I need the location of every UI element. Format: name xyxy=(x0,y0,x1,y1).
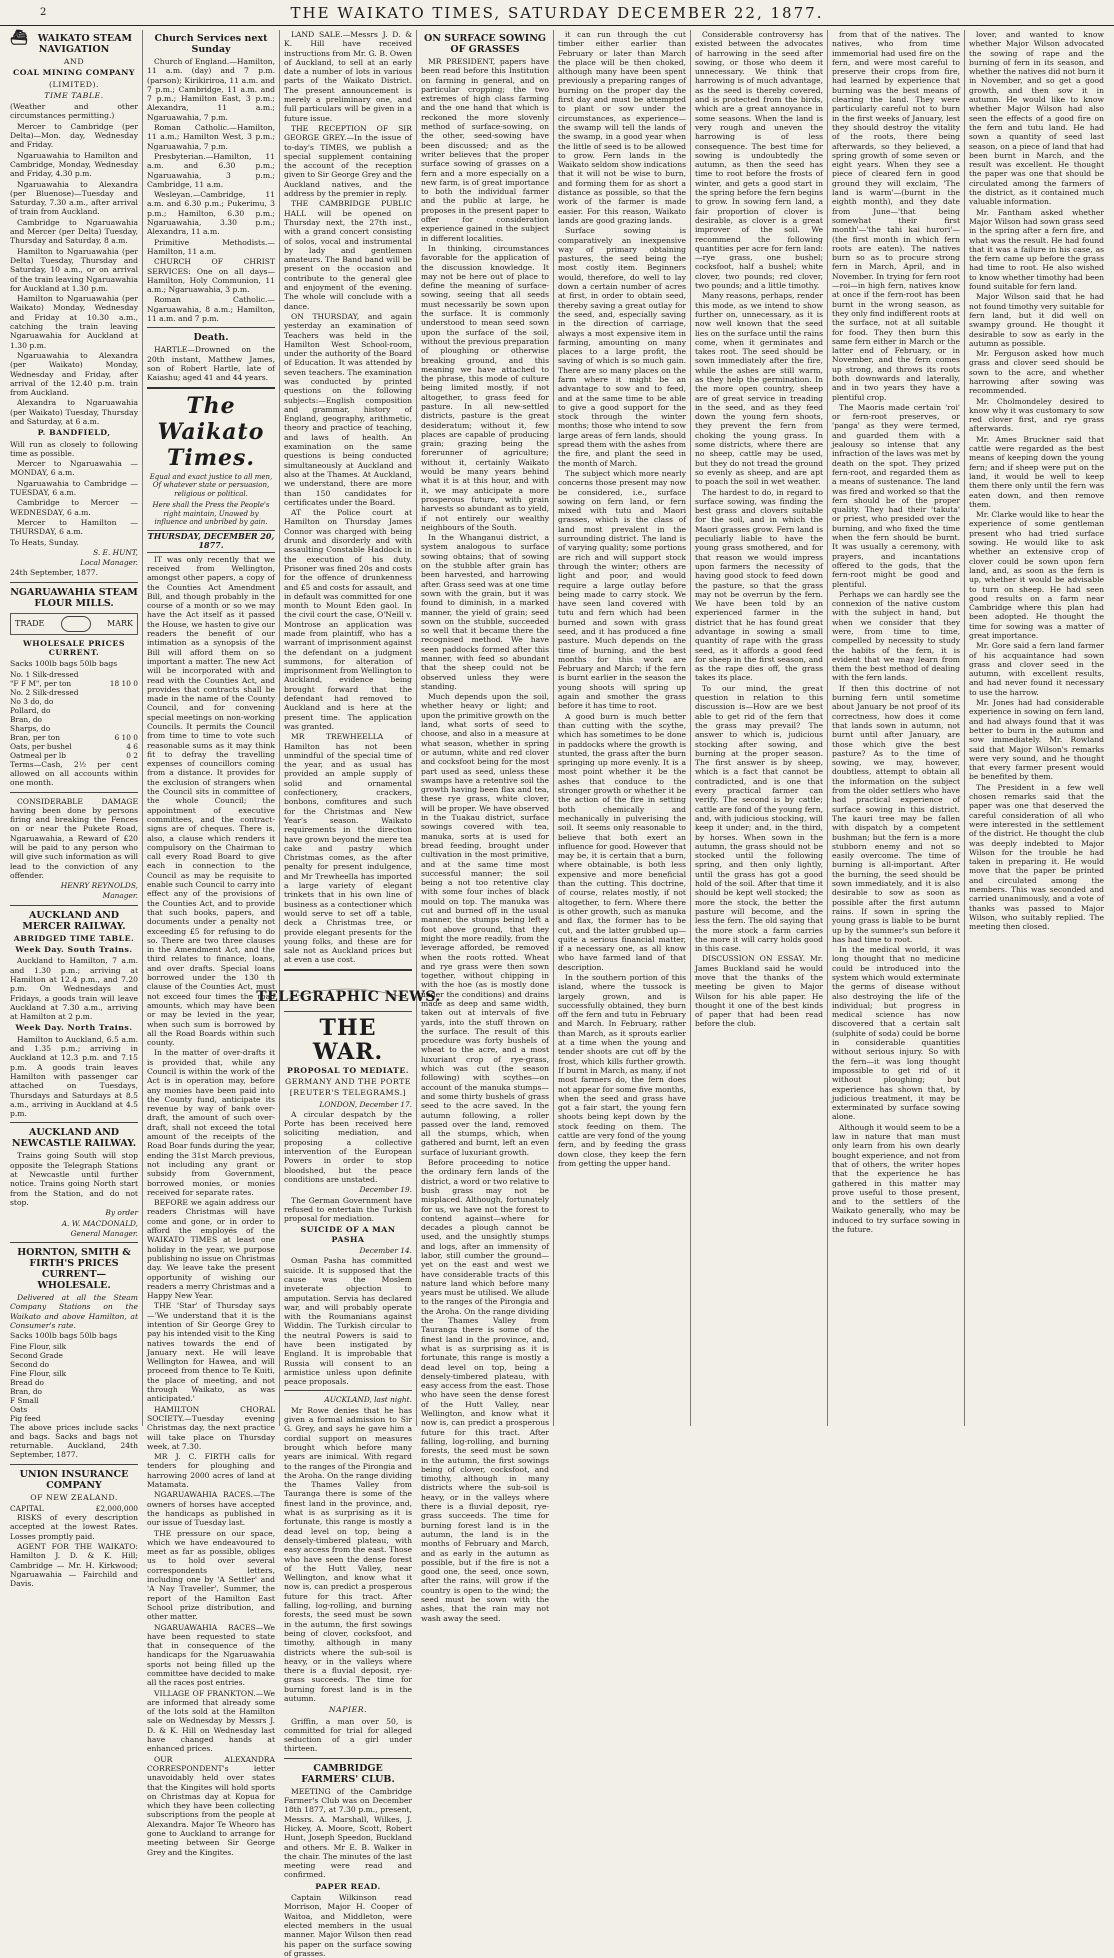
price-row: Bran, do xyxy=(10,1386,43,1396)
editorial-paragraph: BEFORE we again address our readers Christmas will have come and gone, or in order to afford the employés of the WAIKATO TIMES at least one holiday in the year, we purpose publishing no issue on Christmas day. We leave take the present opportunity of wishing our readers a merry Christmas and a Happy New Year. xyxy=(147,1198,275,1301)
price-row: Pig feed xyxy=(10,1413,41,1423)
schedule-line: Mercer to Hamilton — THURSDAY, 6 a.m. xyxy=(10,517,138,537)
editorial-paragraph: NGARUAWAHIA RACES—We have been requested to state that in consequence of the handicaps for the Ngaruawahia sports not being filled up the committee have decided to make all the races post entries. xyxy=(147,1622,275,1688)
union-insurance-ad xyxy=(10,1469,138,1589)
column-3 xyxy=(255,30,441,1958)
editorial-paragraph: NGARUAWAHIA RACES.—The owners of horses have accepted the handicaps as published in our issue of Tuesday last. xyxy=(147,1490,275,1528)
news-paragraph: Captain Wilkinson read Morrison, Major H. Cooper of Waitoa, and Middleton, were elected members in the usual manner. Major Wilson then read his paper on the surface sowing of grasses. xyxy=(284,1893,412,1958)
article-paragraph: The hardest to do, in regard to surface sowing, was finding the best grass and clovers suitable for the soil, and in which the Maori grasses grow. Fern land is peculiarly liable to have the young grass smothered, and for that reason we would impress upon farmers the necessity of having good stock to feed down the pasture, so that the grass may not be overrun by the fern. We have been told by an experienced farmer in the district that he has found great advantage in sowing a small quantity of rape with the grass seed, as it affords a good feed for sheep in the first season, and as the rape dies off, the grass takes its place. xyxy=(695,487,823,683)
news-paragraph: Osman Pasha has committed suicide. It is supposed that the cause was the Moslem inveterate objection to amputation. Servia has declared war, and will probably operate with the Roumanians against Widdin. The Turkish circular to the neutral Powers is said to have been instigated by England. It is improbable that Russia will consent to an armistice unless upon definite peace proposals. xyxy=(284,1256,412,1387)
ad-heading: NGARUAWAHIA STEAM FLOUR MILLS. xyxy=(10,586,138,609)
article-paragraph: MR PRESIDENT, papers have been read before this Institution on farming in general, and on particular cropping; the two extremes of high class farming and the one hand that which is reckoned the more slovenly method of surface-sowing, on the other, seed-sowing have been discussed; and as the writer believes that the proper surface sowing of grasses on a fern and a more especially on a new farm, is of great importance to both the individual farmer and the public at large, he proposes in the present paper to offer for consideration experience gained in the subject in different localities. xyxy=(421,57,549,243)
price-row: Bread do xyxy=(10,1377,45,1387)
article-paragraph: Mr. Clarke would like to hear the experience of some gentleman present who had tried surface sowing. He would like to ask whether an extensive crop of clover could be sown upon fern land, and, as soon as the fern is up, whether it would be advisable to turn on sheep. He had seen good results on a farm near Cambridge where this plan had been adopted. He thought the time for sowing was a matter of great importance. xyxy=(969,510,1104,640)
article-paragraph: Mr. Gore said a fern land farmer of his acquaintance had sown grass and clover seed in the autumn, with excellent results, and had never found it necessary to use the harrow. xyxy=(969,641,1104,697)
schedule-line: Mercer to Ngaruawahia — MONDAY, 6 a.m. xyxy=(10,459,138,478)
ad-text: Hamilton to Auckland, 6.5 a.m. and 1.35 p.m.; arriving in Auckland at 12.3 p.m. and 7.15 p.m. A goods train leaves Hamilton with passenger car attached on Tuesdays, Thursdays and Saturdays at 8.5 a.m., arriving in Auckland at 4.5 p.m. xyxy=(10,1034,138,1119)
article-paragraph: Surface sowing is comparatively an inexpensive way of primary obtaining pastures, the seed being the most costly item. Beginners would, therefore, do well to lay down a certain number of acres at first, in order to obtain seed, thereby saving a great outlay for the seed, and, especially saving in the direction of carriage, always a most expensive item in farming, amounting on many places to a large profit, the saving of which is so much gain. There are so many places on the farm where it might be an advantage to sow and to feed, and at the same time to be able to give a good support for the stock through the winter months; those who intend to sow large areas of fern lands, should spread them with the ashes from the fire, and plant the seed in the month of March. xyxy=(558,226,686,468)
article-paragraph: Major Wilson said that he had not found timothy very suitable for fern land, but it did well on swampy ground. He thought it desirable to sow as early in the autumn as possible. xyxy=(969,292,1104,348)
schedule-line: Ngaruawahia to Hamilton and Cambridge, Monday, Wednesday and Friday, 4.30 p.m. xyxy=(10,150,138,179)
column-5 xyxy=(554,30,691,1426)
editorial-paragraph: THE pressure on our space, which we have endeavoured to meet as far as possible, obliges us to hold over several correspondents letters, including one by 'A Settler' and 'A Nay Traveller', Summer, the report of the Hamilton East School prize distribution, and other matter. xyxy=(147,1528,275,1622)
flour-mills-ad xyxy=(10,587,138,788)
ad-text: The above prices include sacks and bags. Sacks and bags not returnable. Auckland, 24th September, 1877. xyxy=(10,1422,138,1460)
church-listing: CHURCH OF CHRIST SERVICES: One on all days—Hamilton, Holy Communion, 11 a.m.; Ngaruawahia, 3 p.m. xyxy=(147,257,275,295)
price-row: "F F M", per ton 18 10 0 xyxy=(10,678,138,688)
article-subheading: GERMANY AND THE PORTE xyxy=(285,1076,411,1086)
article-paragraph: In the Whanganui district, a system analogous to surface sowing obtains; that of sowing on the stubble after grain has been harvested, and harrowing after. Grass seed was at one time sown with the grain, but it was found to diminish, in a marked manner, the yield of grain; seed sown on the stubble, succeeded so well that it became there the recognised method. We have seen paddocks formed after this manner, with feed so abundant that the sheep could not be observed unless they were standing. xyxy=(421,533,549,691)
church-listing: Church of England.—Hamilton, 11 a.m. (day) and 7 p.m. (parson); Kirikiriroa, 11 a.m. and 7 p.m.; Cambridge, 11 a.m. and 7 p.m.; Hamilton East, 3 p.m.; Alexandra, 11 a.m.; Ngaruawahia, 7 p.m. xyxy=(147,57,275,122)
schedule-line: Mercer to Cambridge (per Delta)—Mon. day, Wednesday and Friday. xyxy=(10,121,138,150)
ad-subheading: ABRIDGED TIME TABLE. xyxy=(13,933,135,943)
article-paragraph: Perhaps we can hardly see the connexion of the native custom with the subject in hand, but when we consider that they were, from time to time, compelled by necessity to study the habits of the fern, it is evident that we may learn from them the best method of dealing with the fern lands. xyxy=(832,589,960,683)
article-paragraph: it can run through the cut timber either earlier than February or later than March the place will be then choked, although many have been spent previously a preparing ranges of burning on the proper day the first day and must be attempted to plant or sow under the circumstances, as experience—the swamp will tell the lands of the swamp, in a good year when the little of seed is to be allowed to grow. Fern lands in the Waikato seldom show indications that it will not be wise to burn, and forming them for as short a distance as possible, so that the work of the farmer is made easier. For this reason, Waikato lands are good grazing lands. xyxy=(558,30,686,225)
newspaper-running-title: THE WAIKATO TIMES, SATURDAY DECEMBER 22, 1877. xyxy=(290,3,824,22)
price-row: Fine Flour, silk xyxy=(10,1341,67,1351)
notice-text: CONSIDERABLE DAMAGE having been done by persons firing and breaking the Fences on or near the Pukete Road, Ngaruawahia, a Reward of £20 will be paid to any person who will give such information as will lead to the conviction of any offender. xyxy=(10,796,138,880)
church-listing: Presbyterian.—Hamilton, 11 a.m. and 6.30 p.m.; Ngaruawahia, 3 p.m.; Cambridge, 11 a.m. xyxy=(147,151,275,189)
price-row: Bran, per ton 6 10 0 xyxy=(10,732,138,742)
article-paragraph: If then this doctrine of not burning fern until sometime about January be not proof of its correctness, how does it come that lands sown in autumn, not burnt until after January, are those which give the best pasture? As to the time of sowing, we may, however, doubtless, attempt to obtain all the information on the subject from the older settlers who have had practical experience of surface sowing in this district. The kauri tree may be fallen with dispatch by a competent bushman; but the fern is a more stubborn enemy and not so easily overcome. The time of burning is all-important. After the burning, the seed should be sown immediately, and it is also desirable to sow as soon as possible after the first autumn rains. If sown in spring the young grass is liable to be burnt up by the summer's sun before it has had time to root. xyxy=(832,683,960,944)
newspaper-nameplate: The Waikato Times. xyxy=(157,392,265,471)
signature-title: General Manager. xyxy=(70,1228,138,1238)
article-dateline: LONDON, December 17. xyxy=(319,1099,412,1109)
ad-subheading: (LIMITED). xyxy=(48,79,100,89)
price-row: Oats xyxy=(10,1404,28,1414)
article-dateline: December 19. xyxy=(359,1185,412,1195)
price-row: No 3 do, do xyxy=(10,696,54,706)
ad-subheading: Week Day. North Trains. xyxy=(15,1023,133,1033)
article-subheading: SUICIDE OF A MAN PASHA xyxy=(300,1225,396,1244)
mark-label: MARK xyxy=(107,619,133,629)
ad-text: Will run as closely to following time as possible. xyxy=(10,439,138,458)
news-paragraph: Griffin, a man over 50, is committed for trial for alleged seduction of a girl under thirteen. xyxy=(284,1716,412,1754)
price-row: Fine Flour, silk xyxy=(10,1368,67,1378)
article-paragraph: Mr. Ames Bruckner said that cattle were regarded as the best means of keeping down the young fern; and if sheep were put on the land, it would be well to keep them there only until the fern was eaten down, and then remove them. xyxy=(969,434,1104,509)
schedule-line: Ngaruawahia to Alexandra (per Waikato) Monday, Wednesday and Friday, after arrival of the 12.40 p.m. train from Auckland. xyxy=(10,350,138,398)
editorial-dateline: THURSDAY, DECEMBER 20, 1877. xyxy=(147,530,275,553)
price-row: F Small xyxy=(10,1395,39,1405)
article-paragraph: from that of the natives. The natives, who from time immemorial had used fire on the fern, and were most careful to preserve their crops from fire, had learned by experience that burning was the best means of clearing the land. They were particularly careful not to burn in the first weeks of January, lest they should destroy the vitality of the roots, there being afterwards, so they believed, a spring growth of some seven or eight years. When they see a piece of cleared fern in good ground they will exclaim, 'The land is warm'—(burnt in the eighth month), and they date from June—'that being somewhat their first month'—'the tahi kai hurori'—(the first month in which fern roots are eaten). The natives burn so as to procure strong fern in March, April, and in November. In trying for fern root—roi—in high fern, natives know at once if the fern-root has been burnt in the wrong season, as they only find indifferent roots at the surface, not at all suitable for food. They then burn this same fern either in March or the latter end of February, or in November, and the fern comes up strong, and throws its roots both downwards and laterally, and in two years they have a plentiful crop. xyxy=(832,30,960,402)
news-paragraph: MEETING of the Cambridge Farmer's Club was on December 18th 1877, at 7.30 p.m., present, Messrs. A. Marshall, Wilkes, J. Hickey, A. Moore, Scott, Robert Hunt, Joseph Speedon, Buckland and others. Mr E. B. Walker in the chair. The minutes of the last meeting were read and confirmed. xyxy=(284,1786,412,1880)
signature-title: Manager. xyxy=(102,891,138,901)
motto: Equal and exact justice to all men, Of whatever state or persuasion, religious or political. xyxy=(149,472,273,498)
ad-subheading: WHOLESALE PRICES CURRENT. xyxy=(23,638,125,658)
signature: S. E. HUNT, xyxy=(93,547,138,557)
article-paragraph: Considerable controversy has existed between the advocates of harrowing in the seed after sowing, or those who deem it unnecessary. We think that harrowing is of much advantage, as the seed is thereby covered, and is protected from the birds, which are a great annoyance in some seasons. When the land is very rough and uneven the harrowing is of less consequence. The best time for sowing is undoubtedly the autumn, as then the seed has time to root before the frosts of winter, and gets a good start in the spring before the fern begins to grow. In sowing fern land, a fair proportion of clover is desirable, as clover is a great improver of the soil. We recommend the following quantities per acre for fern land:—rye grass, one bushel; cocksfoot, half a bushel; white clover, two pounds; red clover, two pounds; and a little timothy. xyxy=(695,30,823,291)
price-row: Sharps, do xyxy=(10,723,51,733)
church-listing: Primitive Methodists.—Hamilton, 11 a.m. xyxy=(147,237,275,256)
article-headline: THE WAR. xyxy=(312,1014,384,1065)
schedule-line: Ngaruawahia to Cambridge — TUESDAY, 6 a.m. xyxy=(10,478,138,498)
ad-text: Delivered at all the Steam Company Stations on the Waikato and above Hamilton, at Consumer's rate. xyxy=(10,1293,138,1330)
editorial-paragraph: OUR ALEXANDRA CORRESPONDENT's letter unavoidably held over states that the Kingites will hold sports on Christmas day at Kopua for which they have been collecting subscriptions from the people at Alexandra. Major Te Wheoro has gone to Auckland to arrange for meeting between Sir George Grey and the Kingites. xyxy=(147,1754,275,1857)
damage-notice xyxy=(10,797,138,901)
ad-subheading: OF NEW ZEALAND. xyxy=(30,1492,118,1502)
hornton-prices-ad xyxy=(10,1247,138,1460)
telegraphic-news-banner xyxy=(255,977,441,1007)
price-header: Sacks 100lb bags 50lb bags xyxy=(10,659,118,669)
article-paragraph: Mr. Jones had had considerable experience in sowing on fern land, and had always found that it was better to burn in the autumn and sow immediately. Mr. Rowland said that Major Wilson's remarks were very sound, and he thought that every farmer present would be benefited by them. xyxy=(969,698,1104,782)
schedule-line: Alexandra to Ngaruawahia (per Waikato) Tuesday, Thursday and Saturday, at 6 a.m. xyxy=(10,398,138,426)
article-paragraph: Mr. Ferguson asked how much grass and clover seed should be sown to the acre, and whether harrowing after sowing was recommended. xyxy=(969,349,1104,396)
article-paragraph: The Maoris made certain 'roi' or fern-root preserves, or 'panga' as they were termed, and guarded them with a jealousy so intense that any infraction of the laws was met by death on the spot. They prized fern-root, and regarded them as a means of sustenance. The land was fired and worked so that the fern should be of the proper quality. They had their 'takuta' or priest, who presided over the burning, and who fixed the time when the fern should be burnt. It was usually a ceremony, with prayers, and incantations offered to the gods, that the fern-root might be good and plentiful. xyxy=(832,402,960,589)
article-headline: ON SURFACE SOWING OF GRASSES xyxy=(423,33,547,55)
ad-text: Trains going South will stop opposite the Telegraph Stations at Newcastle until further notice. Trains going North start from the Station, and do not stop. xyxy=(10,1151,138,1207)
article-headline: CAMBRIDGE FARMERS' CLUB. xyxy=(301,1762,395,1785)
page-number: 2 xyxy=(40,7,47,18)
news-paragraph: A circular despatch by the Porte has been received here soliciting mediation, and proposing a collective intervention of the European Powers in order to stop bloodshed, but the peace conditions are unstated. xyxy=(284,1109,412,1184)
schedule-line: Cambridge to Mercer — WEDNESDAY, 6 a.m. xyxy=(10,498,138,517)
ad-text: Terms—Cash, 2½ per cent allowed on all accounts within one month. xyxy=(10,759,138,788)
schedule-line: Ngaruawahia to Alexandra (per Bluenose)—Tuesday and Saturday, 7.30 a.m., after arrival of train from Auckland. xyxy=(10,179,138,217)
signature: HENRY REYNOLDS, xyxy=(60,881,138,891)
steamship-icon: ⛴ xyxy=(10,30,28,46)
ad-date: 24th September, 1877. xyxy=(10,568,99,578)
article-paragraph: lover, and wanted to know whether Major Wilson advocated the sowing of rape and the burning of fern in its season, and whether the natives did not burn it in November, and so get a good growth, and then sow it in autumn. He would like to know whether Major Wilson had also seen the effects of a good fire on the fern and tutu land. He had sown a quantity of seed last season, on a piece of land that had been burnt in March, and the result was excellent. He thought the paper was one that should be circulated among the farmers of the district, as it contained much valuable information. xyxy=(969,30,1104,207)
signature: By order xyxy=(105,1208,138,1218)
news-paragraph: MR TREWHEELLA of Hamilton has not been unmindful of the special time of the year, and as usual has provided an ample supply of solid and ornamental confectionery, crackers, bonbons, comfitures and such for the Christmas and New Year's season. Waikato requirements in the direction have grown beyond the mere tea cake and pastry which Christmas comes, as the after penalty for present indulgence, and Mr Trewheella has imported a large variety of elegant trinkets that in his own line of business as a contectioner which would serve to set off a table, deck a Christmas tree, or provide elegant presents for the young folks, and these are for sale not as Auckland prices but at even a use cost. xyxy=(284,732,412,965)
editorial-paragraph: VILLAGE OF FRANKTON.—We are informed that already some of the lots sold at the Hamilton sale on Wednesday by Messrs J. D. & K. Hill on Wednesday last have changed hands at enhanced prices. xyxy=(147,1688,275,1754)
editorial-paragraph: IT was only recently that we received from Wellington, amongst other papers, a copy of the Counties Act Amendment Bill, and though probably in the course of a month or so we may have the Act itself as it passed the House, we hasten to give our readers the benefit of our intimation as a synopsis of the Bill will afford them on so important a matter. The new Act will be incorporated with and read with the Counties Act, and provides that contracts shall be made in the name of the County Council, and for convening special meetings on non-working Councils. It permits the Council from time to time to vote such reasonable sums as it may think fit to defray the travelling expenses of councillors coming from a distance. It provides for the exclusion of strangers when the Council sits in committee of the whole Council; the appointment of executive committees, and the contract-signs are of cheques. There is, also, a clause which renders it compulsory on the Chairman to call every Road Board to give each in connection to the Council as may be requisite to enable such Council to carry into effect any of the provisions of the Counties Act, and to provide that such books, papers, and documents under a penalty not exceeding £5 for refusing to do so. There are two three clauses in the Amendment Act, and the third relates to finance, loans, and over drafts. Special loans borrowed under the 130 th clause of the Counties Act, must not exceed four times the road amounts, which may have been or may be levied in the year, when such sum is borrowed by all the Road Boards within such county. xyxy=(147,554,275,1048)
article-paragraph: The subject which more nearly concerns those present may now be considered, i.e., surface sowing on fern land, or fern mixed with tutu and Maori grasses, which is the class of land most prevalent in the surrounding district. The land is of varying quality; some portions are rich and will support stock through the winter; others are light and poor, and would require a large outlay before being made to carry stock. We have seen land covered with tutu and fern which had been burned and sown with grass seed, and it has produced a fine pasture. Much depends on the time of burning, and the best months for this work are February and March; if the fern is burnt earlier in the season the young shoots will spring up again and smother the grass before it has time to root. xyxy=(558,468,686,711)
article-paragraph: In the medical world, it was long thought that no medicine could be introduced into the system which would exterminate the germs of disease without also destroying the life of the individual; but progress in medical science has now discovered that a certain salt (sulphite of soda) could be borne in considerable quantities without serious injury. So with the fern—it was long thought impossible to get rid of it without ploughing; but experience has shown that, by judicious treatment, it may be exterminated by surface sowing alone. xyxy=(832,945,960,1122)
article-paragraph: The President in a few well chosen remarks said that the paper was one that deserved the careful consideration of all who were interested in the settlement of the district. He thought the club was deeply indebted to Major Wilson for the trouble he had taken in preparing it. He would move that the paper be printed and circulated among the members. This was seconded and carried unanimously, and a vote of thanks was passed to Major Wilson, who suitably replied. The meeting then closed. xyxy=(969,782,1104,932)
price-row: Oats, per bushel 4 6 xyxy=(10,741,138,751)
signature: A. W. MACDONALD, xyxy=(61,1218,138,1228)
church-listing: Wesleyan.—Cambridge, 11 a.m. and 6.30 p.m.; Pukerimu, 3 p.m.; Hamilton, 6.30 p.m.; Ngaruawahia, 3.30 p.m.; Alexandra, 11 a.m. xyxy=(147,190,275,237)
news-paragraph: THE CAMBRIDGE PUBLIC HALL will be opened on Thursday next, the 27th inst., with a grand concert consisting of solos, vocal and instrumental by lady and gentlemen amateurs. The Band band will be present on the occasion and contribute to the general glee and enjoyment of the evening. The whole will conclude with a dance. xyxy=(284,199,412,311)
ad-text: Auckland to Hamilton, 7 a.m. and 1.30 p.m.; arriving at Hamilton at 12.4 p.m., and 7.20 p.m. On Wednesdays and Fridays, a goods train will leave Auckland at 7.30 a.m., arriving at Hamilton at 2 p.m. xyxy=(10,956,138,1022)
page-columns xyxy=(6,30,1108,1958)
ad-text: AGENT FOR THE WAIKATO: Hamilton J. D. & K. Hill; Cambridge — Mr. H. Kirkwood; Ngaruawahia — Fairchild and Davis. xyxy=(10,1541,138,1589)
ad-text: To Heats, Sunday. xyxy=(10,537,79,547)
ad-heading: HORNTON, SMITH & FIRTH'S PRICES CURRENT—WHOLESALE. xyxy=(17,1247,131,1292)
death-notice: HARTLE—Drowned on the 20th instant, Matthew James, son of Robert Hartle, late of Kaiashu; aged 41 and 44 years. xyxy=(147,345,275,383)
article-paragraph: Much depends upon the soil, whether heavy or light; and upon the primitive growth on the land, what sorts of seed to choose, and also in a measure at what season, whether in spring or autumn, white and red clover and cocksfoot being for the most part used as seed, unless these swamps have a retentive soil the growth having been flax and tea, these rye grass, white clover, will be proper. We have observed in the Tuakau district, surface sowings covered with tea, manuka, sorts at is used for bread feeding, brought under cultivation in the most primitive, and at the same time most successful manner; the soil being a not too retentive clay with some four inches of black mould on top. The manuka was cut and burned off in the usual manner, the stumps being left a foot above ground, that they might the more readily, from the leverage afforded, be removed when the roots rotted. Wheat and rye grass were then sown together, without chipping in with the hoe (as is mostly done under the conditions) and drains made as deep and same width, taken out at intervals of five yards, into the stuff thrown on the surface. The result of this procedure was forty bushels of wheat to the acre, and a most luxuriant crop of rye-grass, which was cut (the season following) with scythes—on account of the manuka stumps—and some thirty bushels of grass seed to the acre saved. In the autumn following, a roller passed over the land, removed all the stumps, which, when gathered and burnt, left an even surface of luxuriant growth. xyxy=(421,692,549,1157)
price-row: No. 1 Silk-dressed xyxy=(10,669,79,679)
article-paragraph: A good burn is much better than cutting with the scythe, which has sometimes to be done in paddocks where the growth is stunted, the grass after the burn springing up more evenly. It is a most point whether it be the ashes that conduce to the stronger growth or whether it be the action of the fire in setting both chemically and mechanically in pulverising the soil. It seems only reasonable to believe that both exert an influence for good. However that may be, it is certain that a burn, where obtainable, is both less expensive and more beneficial than the cutting. This doctrine, of course, relates mostly, if not altogether, to fern. Where there is other growth, such as manuka and flax, the former has to be cut, and the latter grubbed up—quite a serious financial matter, if a necessary one, as all know who have farmed land of that description. xyxy=(558,711,686,972)
column-7 xyxy=(828,30,965,1426)
ad-heading: AUCKLAND AND NEWCASTLE RAILWAY. xyxy=(11,1127,137,1150)
price-row: No. 2 Silk-dressed xyxy=(10,687,79,697)
schedule-line: Hamilton to Ngaruawahia (per Waikato) Monday, Wednesday and Friday at 10.30 a.m., catching the train leaving Ngaruawahia for Auckland at 1.30 p.m. xyxy=(10,294,138,350)
ad-heading: AUCKLAND AND MERCER RAILWAY. xyxy=(22,909,126,932)
church-listing: Roman Catholic.—Hamilton, 11 a.m.; Hamilton West, 3 p.m.; Ngaruawahia, 7 p.m. xyxy=(147,123,275,151)
ad-heading: UNION INSURANCE COMPANY xyxy=(19,1468,129,1491)
editorial-paragraph: HAMILTON CHORAL SOCIETY.—Tuesday evening Christmas day, the next practice will take place on Thursday week, at 7.30. xyxy=(147,1404,275,1451)
section-heading: Death. xyxy=(193,332,229,344)
price-row: Oatmeal per lb 0 2 xyxy=(10,750,138,760)
article-subheading: [REUTER'S TELEGRAMS.] xyxy=(289,1088,407,1098)
trade-mark-emblem-icon xyxy=(61,616,91,632)
news-paragraph: THE RECEPTION OF SIR GEORGE GREY.—In the issue of to-day's TIMES, we publish a special supplement containing the account of the reception given to Sir George Grey and the Auckland natives, and the address by the premier in reply. xyxy=(284,123,412,199)
article-dateline: AUCKLAND, last night. xyxy=(324,1395,412,1405)
article-paragraph: Although it would seem to be a law in nature that man must only learn from his own dearly bought experience, and not from that of others, the writer hopes that the experience he has gathered in this matter may prove useful to those present, and to the settlers of the Waikato generally, who may be induced to try surface sowing in the future. xyxy=(832,1122,960,1234)
news-paragraph: LAND SALE.—Messrs J. D. & K. Hill have received instructions from Mr. G. B. Owen of Auckland, to sell at an early date a number of lots in various parts of the Waikato District. The present announcement is merely a preliminary one, and full particulars will be given in a future issue. xyxy=(284,30,412,123)
editorial-paragraph: MR J. C. FIRTH calls for tenders for ploughing and harrowing 2000 acres of land at Matamata. xyxy=(147,1452,275,1490)
article-paragraph: Mr. Cholmondeley desired to know why it was customary to sow red clover first, and rye grass afterwards. xyxy=(969,396,1104,434)
article-paragraph: To our mind, the great question in relation to this discussion is—How are we best able to get rid of the fern that the grass may prevail? The answer to which is, judicious stocking after sowing, and burning at the proper season. The first answer is by sheep, which is a fact that cannot be contradicted, and is one that every practical farmer can verify. The second is by cattle; cattle are fond of the young fern, and, with judicious stocking, will keep it under; and, in the third, by horses. When sown in the autumn, the grass should not be stocked until the following spring, and then only lightly, until the grass has got a good hold of the soil. After that time it should be kept well stocked; the more the stock, the better the pasture will become, and the less the fern. The old saying that the more stock a farm carries the more it will carry holds good in this case. xyxy=(695,683,823,954)
editorial-paragraph: In the matter of over-drafts it is provided that, while any Council is within the work of the Act is in operation may, before any monies have been paid into the County fund, anticipate its revenue by way of bank over-draft, the amount of such over-draft, shall not exceed the total amount of the receipts of the Road Boar funds during the year, ending the 31st March previous, not including any grant or subsidy from Government, borrowed monies, or monies received for separate rates. xyxy=(147,1048,275,1197)
article-paragraph: In thinking, circumstances favorable for the application of the discussion knowledge. It may not be here out of place to define the meaning of surface-sowing, seeing that all seeds must necessarily be sown upon the surface. It is commonly understood to mean seed sown upon the surface of the soil, without the previous preparation of ploughing or otherwise breaking ground, and this meaning we have attached to the phrase, this mode of culture being limited mostly, if not altogether, to grass feed for pasture. In all new-settled districts, pasture is the great desideratum; without it, few places are capable of producing grain; grazing being the forerunner of agriculture; without it, certainly Waikato would be many years behind what it is at this hour, and with it, we may anticipate a more prosperous future, with grain harvests so abundant as to yield, if not entirely our wealthy neighbours of the South. xyxy=(421,243,549,532)
section-heading: Church Services next Sunday xyxy=(154,33,268,55)
schedule-line: Cambridge to Ngaruawahia and Mercer (per Delta) Tuesday, Thursday and Saturday, 8 a.m. xyxy=(10,217,138,246)
news-paragraph: AT the Police court at Hamilton on Thursday James Connor was charged with being drunk and disorderly and with assaulting Constable Haddock in the execution of his duty. Prisoner was fined 20s and costs for the offence of drunkenness and £5 and costs for assault, and in default was committed for one month to Mount Eden gaol. In the civil court the case, O'Neill v. Montrose an application was made from plaintiff, who has a warrant of imprisonment against the defendant on a judgment summons, for alteration of imprisonment from Wellington to Auckland, evidence being brought forward that the defendant had removed to Auckland and is here at the present time. The application was granted. xyxy=(284,508,412,731)
article-paragraph: In the southern portion of this island, where the tussock is largely grown, and is successfully obtained, they burn off the fern and tutu in February and March. In February, rather than March, as it sprouts earlier at a time when the young and tender shoots are cut off by the frost, which kills further growth. If burnt in March, as many, if not most farmers do, the fern does not appear for some five months, when the seed and grass have got a fair start, the young fern shoots being kept down by the stock feeding on them. The cattle are very fond of the young fern, and by feeding the grass down close, they keep the fern from getting the upper hand. xyxy=(558,972,686,1168)
column-6 xyxy=(691,30,828,1426)
ad-text: RISKS of every description accepted at the lowest Rates. Losses promptly paid. xyxy=(10,1513,138,1541)
price-row: Second do xyxy=(10,1359,50,1369)
newcastle-railway-notice xyxy=(10,1127,138,1238)
trade-label: TRADE xyxy=(15,619,45,629)
news-paragraph: ON THURSDAY, and again yesterday an examination of Teachers was held in the Hamilton West School-room, under the authority of the Board of Education. It was attended by seven teachers. The examination was conducted by printed questions on the following subjects:—English composition and grammar, history of England, geography, arithmetic, theory and practice of teaching, and laws of health. An examination on the same questions is being conducted simultaneously at Auckland and also at the Thames. At Auckland, we understand, there are more than 150 candidates for certificates under the Board. xyxy=(284,311,412,507)
ad-text: (Weather and other circumstances permitting.) xyxy=(10,102,138,121)
article-paragraph: Before proceeding to notice the ordinary fern lands of the district, a word or two relative to bush grass may not be misplaced. Although, fortunately for us, we have not the forest to contend against—where for decades a plough cannot be used, and the unsightly stumps and logs, after an immensity of labor, still cumber the ground—yet on the east and west we have considerable tracts of this nature land which before many years must be utilised. We allude to the ranges of the Pirongia and the Aroha. On the range dividing the Thames Valley from Tauranga there is some of the finest land in the province, and, what is as surprising as it is fortunate, this range is mostly a dead level on top, being a densely-timbered plateau, with easy access from the east. Those who have seen the dense forest of the Hutt Valley, near Wellington, and know what it now is, can predict a prosperous future for this tract. After falling, log-rolling, and burning forests, the seed must be sown in the autumn, the first sowings being of clover, cocksfoot, and timothy, although in many districts where the sub-soil is heavy, or in the valleys where there is a fluvial deposit, rye-grass succeeds. The time for burning forest land is in the autumn, the land is in the months of February and March, and as early in the autumn as possible, but if the fire is not a good one, the seed, once sown, after the rains, will grow if the country is open to the wind; the seed must be sown with the ashes, that the rain may not wash away the seed. xyxy=(421,1158,549,1623)
editorial-paragraph: THE 'Star' of Thursday says—'We understand that it is the intention of Sir George Grey to pay his intended visit to the King natives towards the end of January next. He will leave Wellington for Hawea, and will proceed from thence to Te Kuiti, the place of meeting, and not through Waikato, as was anticipated.' xyxy=(147,1301,275,1404)
price-row: Pollard, do xyxy=(10,705,51,715)
ad-subheading: COAL MINING COMPANY xyxy=(13,68,135,78)
steam-navigation-ad xyxy=(10,30,138,578)
railway-timetable xyxy=(10,910,138,1119)
price-row: Second Grade xyxy=(10,1350,63,1360)
article-subheading: PROPOSAL TO MEDIATE. xyxy=(286,1065,410,1075)
trade-mark-box xyxy=(10,613,138,635)
article-paragraph: DISCUSSION ON ESSAY. Mr. James Buckland said he would move that the thanks of the meeting be given to Major Wilson for his able paper. He thought it one of the best kinds of paper that had been read before the club. xyxy=(695,954,823,1029)
ad-subheading: TIME TABLE. xyxy=(44,90,104,100)
signature-title: Local Manager. xyxy=(80,558,138,568)
church-listing: Roman Catholic.—Ngaruawahia, 8 a.m.; Hamilton, 11 a.m. and 7 p.m. xyxy=(147,295,275,324)
column-8 xyxy=(965,30,1108,1426)
capital-row: CAPITAL £2,000,000 xyxy=(10,1504,138,1514)
motto: Here shall the Press the People's right maintain, Unawed by influence and unbribed by gain. xyxy=(152,501,270,527)
price-header: Sacks 100lb bags 50lb bags xyxy=(10,1331,118,1341)
telegraphic-news-title: TELEGRAPHIC NEWS. xyxy=(255,988,441,1005)
column-4 xyxy=(417,30,554,1623)
news-paragraph: Mr Rowe denies that he has given a formal admission to Sir G. Grey, and says he gave him a cordial support on measures brought which before many years are inimical. With regard to the ranges of the Pirongia and the Aroha. On the range dividing the Thames Valley from Tauranga there is some of the finest land in the province, and, what is as surprising as it is fortunate, this range is mostly a dead level on top, being a densely-timbered plateau, with easy access from the east. Those who have seen the dense forest of the Hutt Valley, near Wellington, and know what it now is, can predict a prosperous future for this tract. After falling, log-rolling, and burning forests, the seed must be sown in the autumn, the first sowings being of clover, cocksfoot, and timothy, although in many districts where the sub-soil is heavy, or in the valleys where there is a fluvial deposit, rye-grass succeeds. The time for burning forest land is in the autumn. xyxy=(284,1405,412,1703)
article-subheading: PAPER READ. xyxy=(315,1881,381,1891)
ad-subheading: P. BANDFIELD, xyxy=(37,428,111,438)
article-paragraph: Many reasons, perhaps, render this mode, as we intend to show further on, unnecessary, as it is now well known that the seed lies on the surface until the rains come, when it germinates and takes root. The seed should be sown immediately after the fire, while the ashes are still warm, as they help the germination. In the more open country, sheep are of great service in treading in the seed, and as they feed down the young fern shoots, they prevent the fern from choking the young grass. In some districts, where there are no sheep, cattle may be used, but they do not tread the ground so evenly as sheep, and are apt to poach the soil in wet weather. xyxy=(695,291,823,487)
price-row: Bran, do xyxy=(10,714,43,724)
column-1 xyxy=(6,30,143,1589)
news-paragraph: The German Government have refused to entertain the Turkish proposal for mediation. xyxy=(284,1195,412,1224)
article-dateline: NAPIER. xyxy=(328,1705,368,1715)
article-paragraph: Mr. Fantham asked whether Major Wilson had sown grass seed in the spring after a fern fire, and what was the result. He had found that it was a failure in his case, as the fern came up before the grass had time to root. He also wished to know whether timothy had been found suitable for fern land. xyxy=(969,207,1104,292)
ad-subheading: Week Day. South Trains. xyxy=(15,945,133,955)
masthead xyxy=(0,0,1114,26)
column-2 xyxy=(143,30,280,1857)
ad-subheading: AND xyxy=(63,57,85,66)
ad-heading: WAIKATO STEAM NAVIGATION xyxy=(37,33,133,55)
schedule-line: Hamilton to Ngaruawahia (per Delta) Tuesday, Thursday and Saturday, 10 a.m., or on arrival of the train leaving Ngaruawahia for Auckland at 1.30 p.m. xyxy=(10,246,138,293)
article-dateline: December 14. xyxy=(359,1246,412,1256)
